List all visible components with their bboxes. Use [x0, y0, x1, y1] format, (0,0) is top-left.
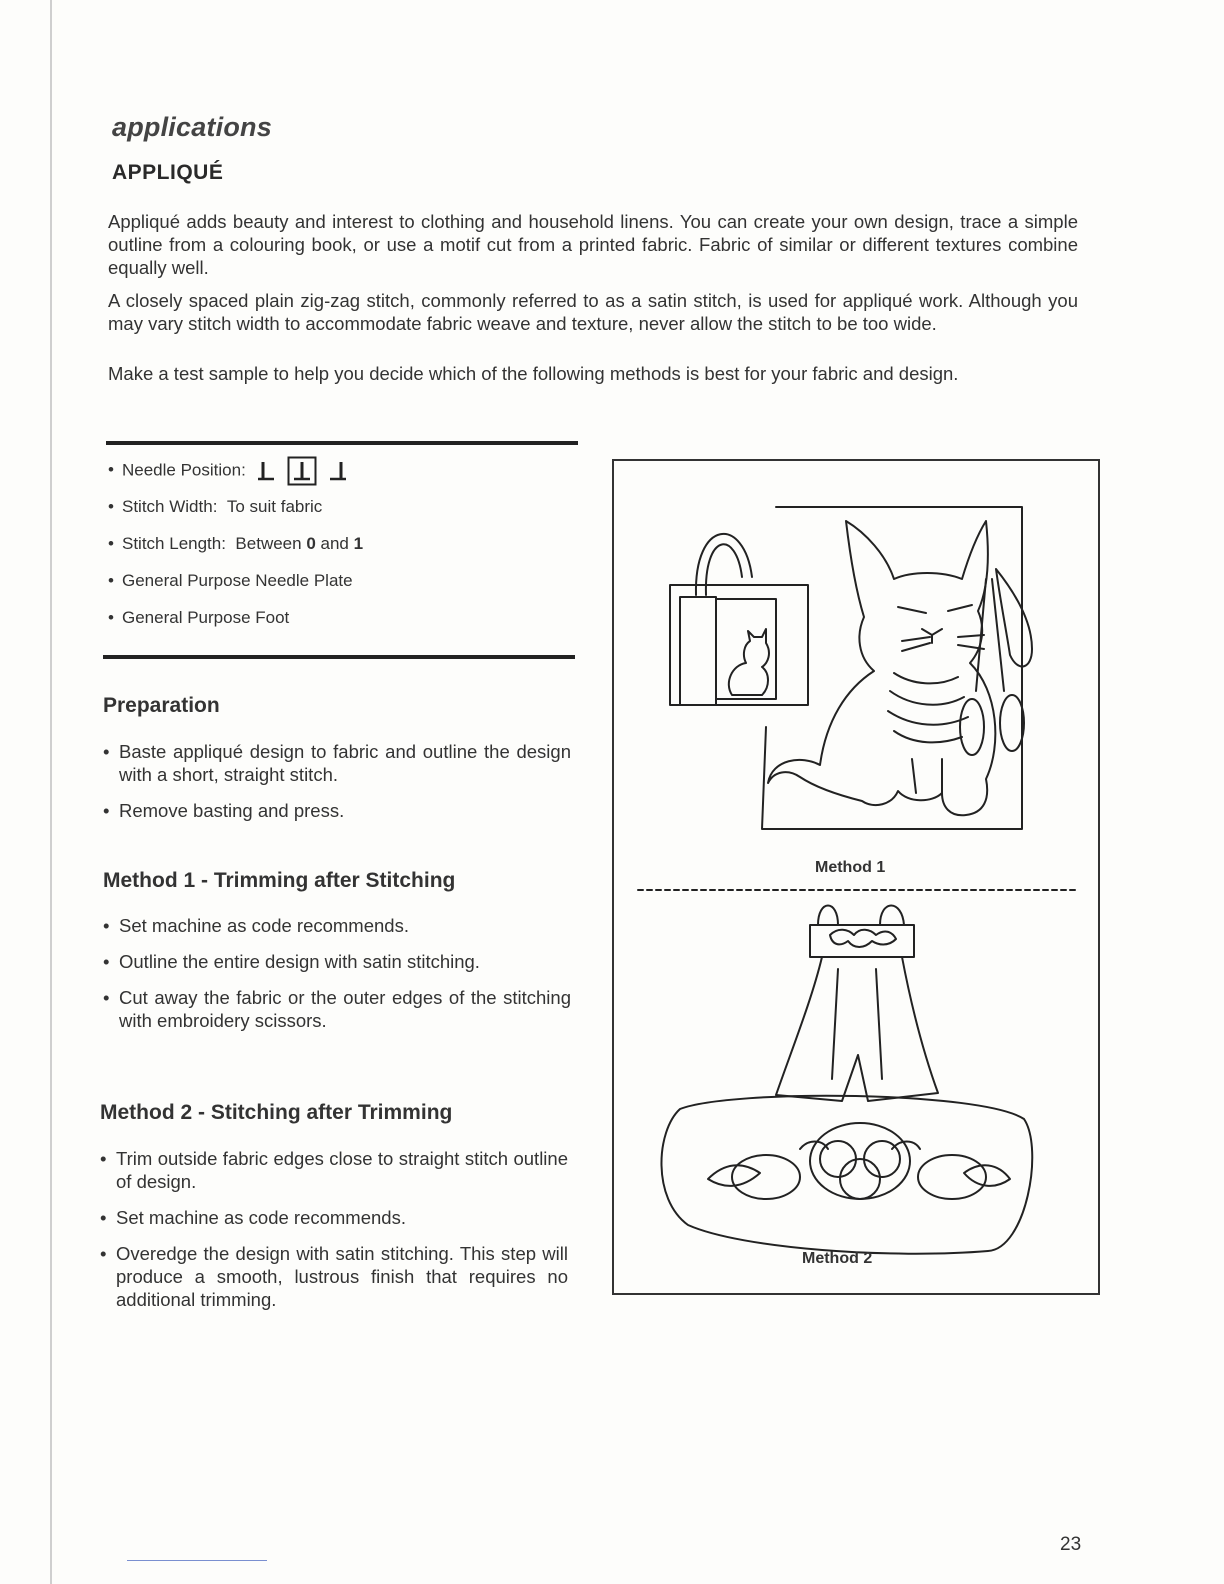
page-number: 23	[1060, 1534, 1082, 1555]
list-item	[103, 799, 571, 822]
list-item-text: Set machine as code recommends.	[119, 915, 409, 936]
page-margin-line	[50, 0, 52, 1584]
needle-left-icon	[257, 460, 275, 482]
machine-settings-list	[108, 456, 363, 641]
method2-list	[100, 1147, 568, 1324]
preparation-list	[103, 740, 571, 835]
stitch-width-label: Stitch Width:	[122, 497, 218, 516]
pinafore-illustration	[776, 906, 938, 1102]
tote-bag-illustration	[670, 534, 808, 705]
stitch-length-max: 1	[353, 534, 364, 553]
bullet: •	[108, 497, 114, 516]
cat-applique-illustration	[762, 507, 1022, 829]
method1-list	[103, 914, 571, 1045]
page-title: APPLIQUÉ	[112, 161, 224, 184]
setting-stitch-width	[108, 493, 363, 530]
section-heading: applications	[112, 112, 272, 142]
method1-heading: Method 1 - Trimming after Stitching	[103, 869, 456, 892]
figure-caption-method2: Method 2	[802, 1250, 873, 1267]
bullet: •	[100, 1148, 107, 1169]
bottom-underline	[127, 1560, 267, 1561]
needle-center-icon	[287, 456, 317, 486]
list-item-text: Set machine as code recommends.	[116, 1207, 406, 1228]
bullet: •	[108, 460, 114, 480]
needle-right-icon	[329, 460, 347, 482]
intro-paragraph-1: Appliqué adds beauty and interest to clothing and household linens. You can create your own design, trace a simple outline from a colouring book, or use a motif cut from a printed fabric. Fabric of similar or different textures combine equally well.	[108, 211, 1078, 278]
intro-paragraph-2: A closely spaced plain zig-zag stitch, commonly referred to as a satin stitch, is used for appliqué work. Although you may vary stitch width to accommodate fabric weave and texture, never allow the stitch to be too wide.	[108, 290, 1078, 334]
list-item	[103, 914, 571, 937]
list-item	[103, 950, 571, 973]
bullet: •	[103, 800, 110, 821]
bullet: •	[108, 534, 114, 553]
intro-paragraph-3: Make a test sample to help you decide which of the following methods is best for your fabric and design.	[108, 363, 959, 384]
list-item	[103, 986, 571, 1032]
applique-illustrations	[612, 459, 1100, 1295]
list-item	[100, 1242, 568, 1311]
stitch-length-min: 0	[306, 534, 316, 553]
needle-plate-label: General Purpose Needle Plate	[122, 571, 353, 590]
figure-caption-method1: Method 1	[815, 859, 886, 876]
bullet: •	[103, 951, 110, 972]
needle-position-label: Needle Position:	[122, 460, 246, 480]
bullet: •	[103, 741, 110, 762]
preparation-heading: Preparation	[103, 694, 220, 717]
flower-placemat-illustration	[661, 1096, 1032, 1254]
list-item-text: Remove basting and press.	[119, 800, 345, 821]
list-item	[100, 1147, 568, 1193]
settings-bottom-rule	[103, 655, 575, 659]
stitch-width-value: To suit fabric	[226, 497, 323, 516]
list-item	[103, 740, 571, 786]
bullet: •	[103, 987, 110, 1008]
bullet: •	[108, 608, 114, 627]
list-item-text: Trim outside fabric edges close to straight stitch outline of design.	[116, 1148, 568, 1192]
setting-needle-plate	[108, 567, 363, 604]
stitch-length-text: and	[315, 534, 354, 553]
stitch-length-label: Stitch Length:	[122, 534, 226, 553]
bullet: •	[100, 1207, 107, 1228]
settings-top-rule	[106, 441, 578, 445]
bullet: •	[100, 1243, 107, 1264]
list-item-text: Cut away the fabric or the outer edges of the stitching with embroidery scissors.	[119, 987, 571, 1031]
bullet: •	[108, 571, 114, 590]
stitch-length-text: Between	[235, 534, 307, 553]
setting-foot	[108, 604, 363, 641]
needle-position-icons	[257, 456, 347, 486]
list-item-text: Outline the entire design with satin stitching.	[119, 951, 480, 972]
setting-needle-position	[108, 456, 363, 493]
foot-label: General Purpose Foot	[122, 608, 290, 627]
list-item-text: Overedge the design with satin stitching. This step will produce a smooth, lustrous finish that requires no additional trimming.	[116, 1243, 568, 1310]
list-item-text: Baste appliqué design to fabric and outline the design with a short, straight stitch.	[119, 741, 571, 785]
setting-stitch-length	[108, 530, 363, 567]
bullet: •	[103, 915, 110, 936]
list-item	[100, 1206, 568, 1229]
method2-heading: Method 2 - Stitching after Trimming	[100, 1101, 453, 1124]
